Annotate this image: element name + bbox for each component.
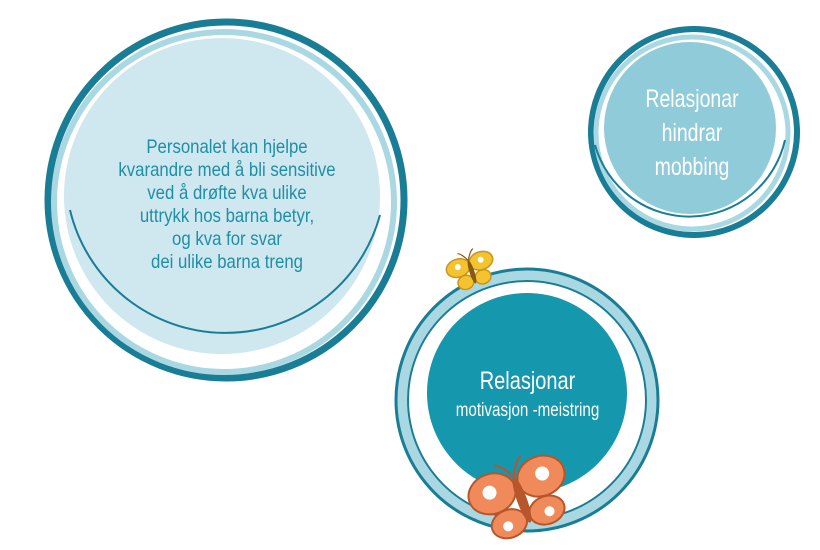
mid-text-line: Relasjonar <box>479 367 576 395</box>
left-text-line: Personalet kan hjelpe <box>146 136 308 158</box>
left-text-line: uttrykk hos barna betyr, <box>139 205 315 227</box>
left-text-line: og kva for svar <box>172 228 282 250</box>
right-text-line: Relasjonar <box>645 85 739 113</box>
right-text-line: hindrar <box>661 119 723 147</box>
top-right-circle-text <box>630 58 755 208</box>
left-text-line: kvarandre med å bli sensitive <box>118 159 336 181</box>
bottom-middle-circle-text <box>442 340 614 450</box>
left-text-line: dei ulike barna treng <box>151 251 303 273</box>
left-text-line: ved å drøfte kva ulike <box>147 182 307 204</box>
mid-text-line: motivasjon -meistring <box>455 400 600 421</box>
right-text-line: mobbing <box>654 153 730 181</box>
left-circle-text <box>102 100 351 310</box>
